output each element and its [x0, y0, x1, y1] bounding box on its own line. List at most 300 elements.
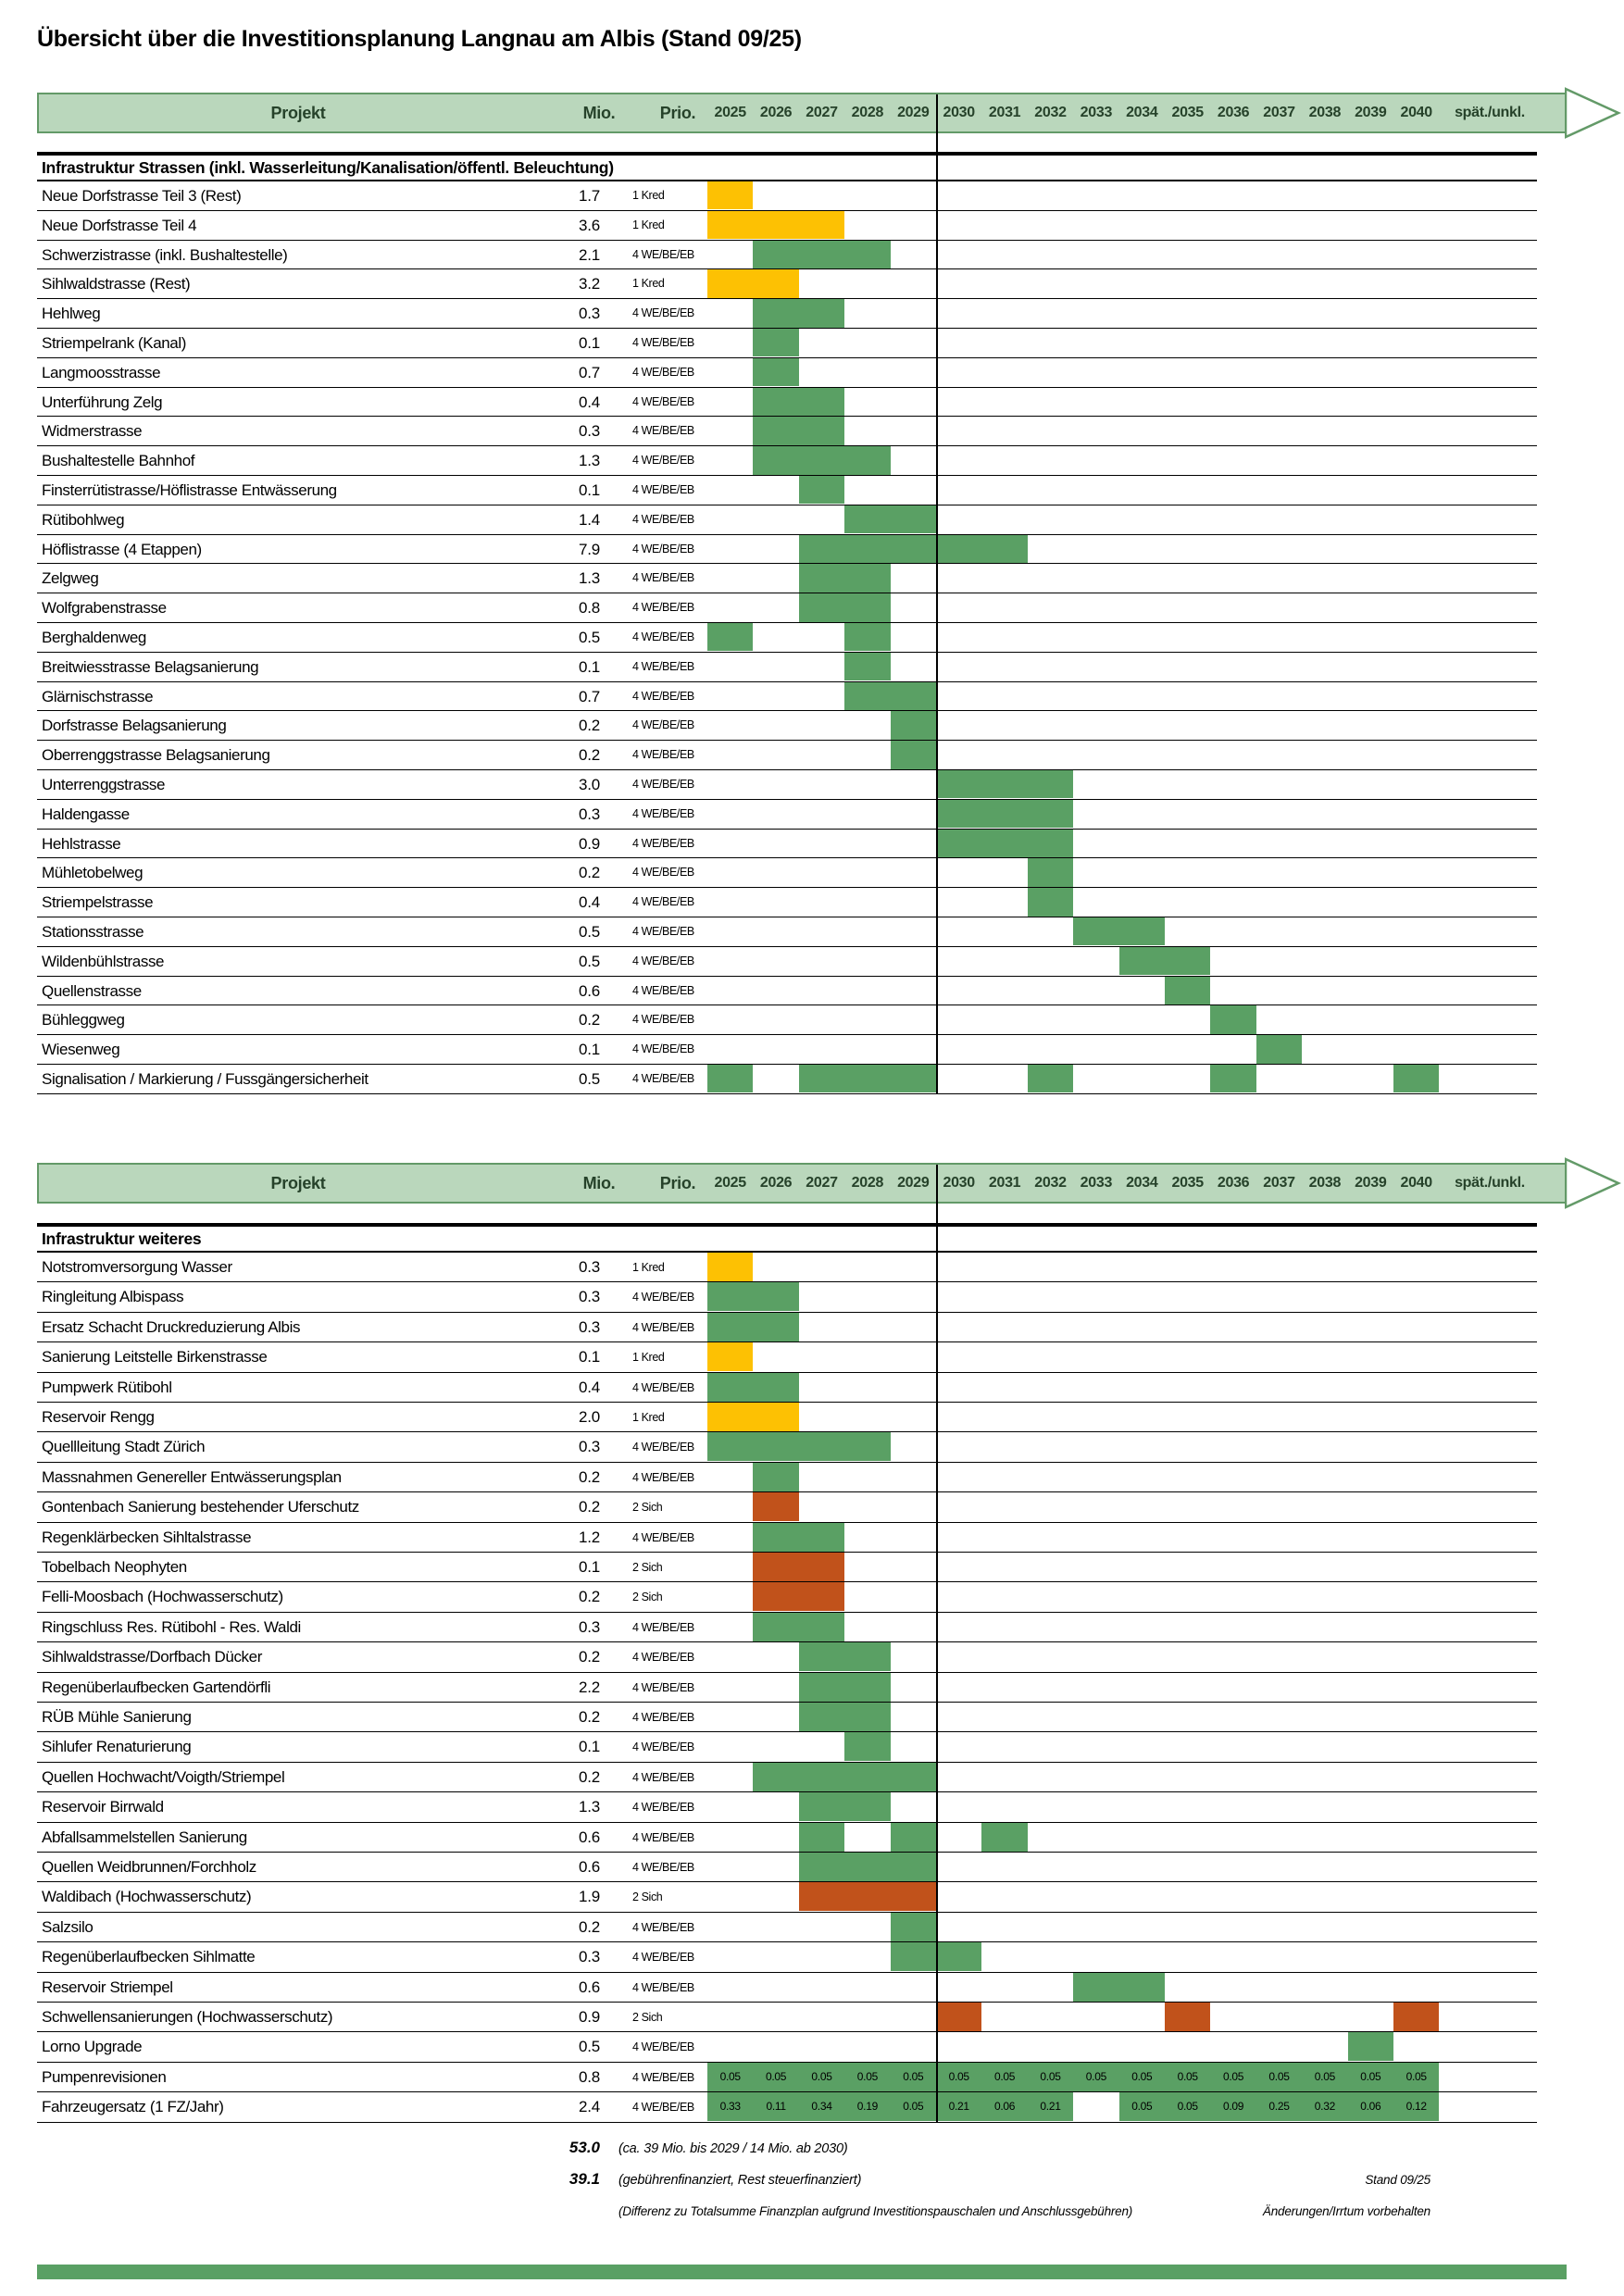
- mio-value: 0.2: [578, 1467, 600, 1486]
- mio-value: 0.2: [578, 1648, 600, 1666]
- disclaimer-label: Änderungen/Irrtum vorbehalten: [1262, 2204, 1430, 2218]
- gantt-bar: [936, 800, 1073, 828]
- mio-value: 0.7: [578, 687, 600, 705]
- gantt-bar: [753, 299, 844, 327]
- prio-value: 4 WE/BE/EB: [632, 806, 694, 820]
- mio-value: 0.1: [578, 1348, 600, 1366]
- project-label: Lorno Upgrade: [42, 2038, 143, 2056]
- gantt-bar: [707, 1373, 799, 1402]
- prio-value: 4 WE/BE/EB: [632, 601, 694, 615]
- gantt-bar: [891, 741, 936, 768]
- header-year-label: 2033: [1080, 1175, 1113, 1191]
- mio-value: 0.8: [578, 2067, 600, 2086]
- project-label: Sihlufer Renaturierung: [42, 1738, 192, 1756]
- project-label: Schwerzistrasse (inkl. Bushaltestelle): [42, 245, 288, 264]
- project-label: Breitwiesstrasse Belagsanierung: [42, 657, 259, 676]
- year-value: 0.21: [1040, 2100, 1061, 2114]
- prio-value: 1 Kred: [632, 218, 665, 231]
- table-row: [37, 564, 1537, 593]
- mio-value: 2.0: [578, 1408, 600, 1426]
- prio-value: 4 WE/BE/EB: [632, 1770, 694, 1784]
- mio-value: 0.1: [578, 1558, 600, 1576]
- table-row: [37, 1882, 1537, 1912]
- year-value: 0.05: [1131, 2069, 1153, 2083]
- header-year-label: 2040: [1400, 105, 1432, 120]
- year-value: 0.05: [766, 2069, 787, 2083]
- gantt-bar: [707, 269, 799, 297]
- prio-value: 2 Sich: [632, 1501, 663, 1515]
- project-label: Signalisation / Markierung / Fussgängersicherheit: [42, 1070, 369, 1088]
- mio-value: 3.6: [578, 216, 600, 234]
- gantt-bar: [1210, 1005, 1255, 1033]
- prio-value: 4 WE/BE/EB: [632, 895, 694, 909]
- mio-value: 0.3: [578, 422, 600, 441]
- prio-value: 4 WE/BE/EB: [632, 483, 694, 496]
- table-row: [37, 682, 1537, 712]
- gantt-bar: [799, 535, 1028, 563]
- prio-value: 4 WE/BE/EB: [632, 1680, 694, 1694]
- mio-value: 0.5: [578, 2038, 600, 2056]
- mio-value: 0.3: [578, 1288, 600, 1306]
- header-year-label: 2029: [897, 1175, 930, 1191]
- header-year-label: 2025: [714, 1175, 746, 1191]
- header-year-label: 2030: [943, 1175, 975, 1191]
- header-mio-label: Mio.: [582, 104, 616, 122]
- page-title: Übersicht über die Investitionsplanung Langnau am Albis (Stand 09/25): [37, 26, 802, 52]
- year-value: 0.05: [1360, 2069, 1381, 2083]
- gantt-bar: [799, 564, 891, 592]
- project-label: Ringschluss Res. Rütibohl - Res. Waldi: [42, 1617, 301, 1636]
- prio-value: 4 WE/BE/EB: [632, 866, 694, 880]
- mio-value: 0.5: [578, 923, 600, 941]
- table-row: [37, 1313, 1537, 1342]
- table-row: [37, 1913, 1537, 1942]
- mio-value: 0.1: [578, 334, 600, 352]
- gantt-bar: [844, 623, 890, 651]
- gantt-bar: [1393, 1065, 1439, 1092]
- table-row: [37, 181, 1537, 211]
- mio-value: 0.2: [578, 1708, 600, 1726]
- project-label: Ersatz Schacht Druckreduzierung Albis: [42, 1317, 301, 1336]
- project-label: Reservoir Striempel: [42, 1978, 173, 1996]
- header-project-label: Projekt: [270, 104, 326, 122]
- mio-value: 0.6: [578, 1828, 600, 1846]
- gantt-bar: [1348, 2032, 1393, 2061]
- project-label: Unterführung Zelg: [42, 393, 163, 411]
- section-title: Infrastruktur Strassen (inkl. Wasserleitung/Kanalisation/öffentl. Beleuchtung): [37, 152, 1537, 181]
- table-row: [37, 917, 1537, 947]
- mio-value: 7.9: [578, 540, 600, 558]
- project-label: Bushaltestelle Bahnhof: [42, 452, 195, 470]
- year-value: 0.05: [948, 2069, 969, 2083]
- gantt-bar: [753, 358, 798, 386]
- table-row: [37, 1035, 1537, 1065]
- table-row: [37, 1613, 1537, 1642]
- header-year-label: 2032: [1034, 105, 1067, 120]
- project-label: Widmerstrasse: [42, 422, 143, 441]
- project-label: Fahrzeugersatz (1 FZ/Jahr): [42, 2098, 224, 2116]
- header-mio-label: Mio.: [582, 1174, 616, 1192]
- table-row: [37, 269, 1537, 299]
- mio-value: 0.2: [578, 1498, 600, 1516]
- project-label: Striempelstrasse: [42, 893, 154, 912]
- table-row: [37, 2003, 1537, 2032]
- mio-value: 1.7: [578, 187, 600, 205]
- year-value: 0.21: [948, 2100, 969, 2114]
- table-row: [37, 1942, 1537, 1972]
- gantt-bar: [707, 1403, 799, 1431]
- header-year-label: 2036: [1217, 1175, 1250, 1191]
- header-year-label: 2027: [806, 1175, 838, 1191]
- gantt-bar: [1028, 858, 1073, 886]
- year-value: 0.25: [1268, 2100, 1290, 2114]
- table-row: [37, 1823, 1537, 1853]
- gantt-bar: [1028, 888, 1073, 916]
- prio-value: 4 WE/BE/EB: [632, 1530, 694, 1544]
- prio-value: 4 WE/BE/EB: [632, 954, 694, 967]
- table-row: [37, 329, 1537, 358]
- gantt-bar: [1028, 1065, 1073, 1092]
- mio-value: 0.2: [578, 746, 600, 765]
- project-label: Glärnischstrasse: [42, 687, 154, 705]
- gantt-bar: [844, 505, 936, 533]
- prio-value: 4 WE/BE/EB: [632, 1470, 694, 1484]
- prio-value: 1 Kred: [632, 189, 665, 202]
- mio-value: 0.3: [578, 1258, 600, 1276]
- mio-value: 2.2: [578, 1678, 600, 1696]
- year-value: 0.12: [1405, 2100, 1427, 2114]
- project-label: Wiesenweg: [42, 1041, 120, 1059]
- prio-value: 4 WE/BE/EB: [632, 1072, 694, 1085]
- mio-value: 0.2: [578, 1917, 600, 1936]
- mio-value: 0.5: [578, 1070, 600, 1088]
- mio-value: 0.1: [578, 1041, 600, 1059]
- table-row: [37, 1792, 1537, 1822]
- prio-value: 4 WE/BE/EB: [632, 1830, 694, 1844]
- year-value: 0.11: [766, 2100, 786, 2114]
- mio-value: 0.3: [578, 305, 600, 323]
- gantt-bar: [753, 1523, 844, 1552]
- project-label: Quellleitung Stadt Zürich: [42, 1438, 206, 1456]
- prio-value: 4 WE/BE/EB: [632, 1951, 694, 1965]
- gantt-bar: [753, 241, 890, 268]
- table-row: [37, 653, 1537, 682]
- fee-financed-note: (gebührenfinanziert, Rest steuerfinanziert): [618, 2173, 862, 2188]
- gantt-bar: [707, 1313, 799, 1341]
- prio-value: 4 WE/BE/EB: [632, 2040, 694, 2054]
- prio-value: 4 WE/BE/EB: [632, 1711, 694, 1724]
- prio-value: 4 WE/BE/EB: [632, 247, 694, 261]
- project-label: Pumpwerk Rütibohl: [42, 1378, 172, 1396]
- year-value: 0.05: [719, 2069, 741, 2083]
- project-label: Zelgweg: [42, 569, 99, 588]
- gantt-bar: [936, 830, 1073, 857]
- table-row: [37, 476, 1537, 505]
- prio-value: 4 WE/BE/EB: [632, 454, 694, 468]
- footer-green-bar: [37, 2265, 1567, 2279]
- gantt-bar: [799, 1673, 891, 1702]
- prio-value: 4 WE/BE/EB: [632, 571, 694, 585]
- table-row: [37, 1703, 1537, 1732]
- year-value: 0.19: [856, 2100, 878, 2114]
- project-label: Ringleitung Albispass: [42, 1288, 184, 1306]
- prio-value: 2 Sich: [632, 1591, 663, 1604]
- gantt-bar: [799, 1065, 936, 1092]
- gantt-bar: [1073, 1973, 1165, 2002]
- prio-value: 4 WE/BE/EB: [632, 925, 694, 938]
- table-row: [37, 888, 1537, 917]
- project-label: Neue Dorfstrasse Teil 3 (Rest): [42, 187, 242, 205]
- prio-value: 2 Sich: [632, 1561, 663, 1574]
- table-row: [37, 505, 1537, 535]
- gantt-bar: [753, 1463, 798, 1491]
- prio-value: 4 WE/BE/EB: [632, 983, 694, 997]
- gantt-bar: [753, 329, 798, 356]
- project-label: Sihlwaldstrasse (Rest): [42, 275, 191, 293]
- table-row: [37, 947, 1537, 977]
- gantt-bar: [1165, 977, 1210, 1004]
- mio-value: 0.4: [578, 393, 600, 411]
- table-row: [37, 800, 1537, 830]
- table-row: [37, 1732, 1537, 1762]
- project-label: Sihlwaldstrasse/Dorfbach Dücker: [42, 1648, 262, 1666]
- mio-value: 0.4: [578, 1378, 600, 1396]
- prio-value: 4 WE/BE/EB: [632, 748, 694, 762]
- section-rows: [37, 181, 1537, 1094]
- header-year-label: 2037: [1263, 105, 1295, 120]
- project-label: Langmoosstrasse: [42, 363, 161, 381]
- header-year-label: 2039: [1355, 105, 1387, 120]
- header-late-label: spät./unkl.: [1455, 105, 1525, 120]
- gantt-bar: [707, 1065, 753, 1092]
- table-row: [37, 623, 1537, 653]
- gantt-bar: [707, 211, 844, 239]
- prio-value: 1 Kred: [632, 277, 665, 291]
- header-year-label: 2027: [806, 105, 838, 120]
- mio-value: 0.2: [578, 1011, 600, 1029]
- mio-value: 0.7: [578, 363, 600, 381]
- table-row: [37, 417, 1537, 446]
- table-row: [37, 1673, 1537, 1703]
- gantt-bar: [753, 1582, 844, 1611]
- mio-value: 0.2: [578, 1588, 600, 1606]
- prio-value: 2 Sich: [632, 2011, 663, 2024]
- prio-value: 4 WE/BE/EB: [632, 1013, 694, 1027]
- mio-value: 1.3: [578, 452, 600, 470]
- mio-value: 0.3: [578, 1438, 600, 1456]
- gantt-bar: [799, 1792, 891, 1821]
- prio-value: 1 Kred: [632, 1411, 665, 1424]
- year-value: 0.05: [903, 2100, 924, 2114]
- project-label: Regenüberlaufbecken Sihlmatte: [42, 1948, 256, 1966]
- gantt-bar: [1165, 2003, 1210, 2031]
- header-year-label: 2039: [1355, 1175, 1387, 1191]
- table-row: [37, 446, 1537, 476]
- project-label: Wildenbühlstrasse: [42, 952, 165, 970]
- table-row: [37, 1642, 1537, 1672]
- timeline-header-band: [37, 1163, 1567, 1204]
- gantt-bar: [844, 653, 890, 680]
- prio-value: 4 WE/BE/EB: [632, 306, 694, 320]
- prio-value: 4 WE/BE/EB: [632, 689, 694, 703]
- table-row: [37, 2032, 1537, 2062]
- project-label: Regenklärbecken Sihltalstrasse: [42, 1528, 252, 1546]
- mio-value: 0.9: [578, 2008, 600, 2026]
- section-title: Infrastruktur weiteres: [37, 1223, 1537, 1253]
- mio-value: 1.2: [578, 1528, 600, 1546]
- table-row: [37, 299, 1537, 329]
- header-prio-label: Prio.: [659, 1174, 696, 1192]
- project-label: Schwellensanierungen (Hochwasserschutz): [42, 2008, 333, 2026]
- mio-value: 0.8: [578, 599, 600, 618]
- header-year-label: 2029: [897, 105, 930, 120]
- prio-value: 4 WE/BE/EB: [632, 1980, 694, 1994]
- prio-value: 4 WE/BE/EB: [632, 1042, 694, 1056]
- project-label: Rütibohlweg: [42, 510, 125, 529]
- gantt-bar: [707, 623, 753, 651]
- gantt-bar: [844, 682, 936, 710]
- table-row: [37, 1553, 1537, 1582]
- total-sum-value: 53.0: [568, 2139, 600, 2156]
- mio-value: 2.4: [578, 2098, 600, 2116]
- header-year-label: 2031: [988, 105, 1021, 120]
- header-prio-label: Prio.: [659, 104, 696, 122]
- header-year-label: 2038: [1308, 1175, 1342, 1191]
- section-rows: [37, 1253, 1537, 2123]
- gantt-bar: [707, 1282, 799, 1311]
- header-year-label: 2035: [1171, 105, 1204, 120]
- table-row: [37, 1582, 1537, 1612]
- project-label: Abfallsammelstellen Sanierung: [42, 1828, 247, 1846]
- mio-value: 0.1: [578, 1738, 600, 1756]
- gantt-bar: [753, 1763, 936, 1791]
- project-label: Notstromversorgung Wasser: [42, 1258, 232, 1276]
- mio-value: 0.2: [578, 864, 600, 882]
- stand-label: Stand 09/25: [1365, 2173, 1430, 2187]
- project-label: Hehlweg: [42, 305, 101, 323]
- prio-value: 4 WE/BE/EB: [632, 365, 694, 379]
- table-row: [37, 1523, 1537, 1553]
- gantt-bar: [707, 1342, 753, 1371]
- gantt-bar: [753, 446, 890, 474]
- gantt-bar: [981, 1823, 1027, 1852]
- prio-value: 1 Kred: [632, 1351, 665, 1365]
- prio-value: 4 WE/BE/EB: [632, 2101, 694, 2115]
- header-arrow-icon: [1565, 1155, 1622, 1211]
- table-row: [37, 1253, 1537, 1282]
- header-year-label: 2037: [1263, 1175, 1295, 1191]
- prio-value: 1 Kred: [632, 1261, 665, 1274]
- mio-value: 0.1: [578, 481, 600, 499]
- year-value: 0.05: [1131, 2100, 1153, 2114]
- header-year-label: 2034: [1126, 105, 1158, 120]
- project-label: Quellen Weidbrunnen/Forchholz: [42, 1858, 256, 1876]
- project-label: Reservoir Rengg: [42, 1408, 155, 1426]
- gantt-bar: [753, 1553, 844, 1581]
- prio-value: 4 WE/BE/EB: [632, 1651, 694, 1665]
- header-project-label: Projekt: [270, 1174, 326, 1192]
- table-row: [37, 858, 1537, 888]
- project-label: Pumpenrevisionen: [42, 2067, 167, 2086]
- project-label: Tobelbach Neophyten: [42, 1558, 187, 1576]
- year-value: 0.05: [811, 2069, 832, 2083]
- table-row: [37, 2063, 1537, 2092]
- year-value: 0.05: [994, 2069, 1016, 2083]
- prio-value: 4 WE/BE/EB: [632, 542, 694, 555]
- mio-value: 1.4: [578, 510, 600, 529]
- year-value: 0.05: [1268, 2069, 1290, 2083]
- table-row: [37, 535, 1537, 565]
- table-row: [37, 211, 1537, 241]
- table-row: [37, 358, 1537, 388]
- gantt-bar: [1256, 1035, 1302, 1063]
- header-year-label: 2035: [1171, 1175, 1204, 1191]
- gantt-bar: [1073, 917, 1165, 945]
- project-label: Unterrenggstrasse: [42, 776, 166, 793]
- prio-value: 4 WE/BE/EB: [632, 718, 694, 732]
- table-row: [37, 1492, 1537, 1522]
- prio-value: 4 WE/BE/EB: [632, 1741, 694, 1754]
- prio-value: 4 WE/BE/EB: [632, 1291, 694, 1304]
- year-value: 0.34: [811, 2100, 832, 2114]
- table-row: [37, 770, 1537, 800]
- table-row: [37, 977, 1537, 1006]
- gantt-bar: [1210, 1065, 1255, 1092]
- prio-value: 4 WE/BE/EB: [632, 836, 694, 850]
- header-year-label: 2030: [943, 105, 975, 120]
- gantt-bar: [891, 711, 936, 739]
- year-value: 0.05: [1085, 2069, 1106, 2083]
- mio-value: 0.3: [578, 1617, 600, 1636]
- prio-value: 4 WE/BE/EB: [632, 512, 694, 526]
- table-row: [37, 1005, 1537, 1035]
- year-value: 0.06: [1360, 2100, 1381, 2114]
- mio-value: 0.5: [578, 629, 600, 646]
- prio-value: 4 WE/BE/EB: [632, 1801, 694, 1815]
- mio-value: 0.6: [578, 1858, 600, 1876]
- prio-value: 4 WE/BE/EB: [632, 1380, 694, 1394]
- header-year-label: 2036: [1217, 105, 1250, 120]
- project-label: Massnahmen Genereller Entwässerungsplan: [42, 1467, 342, 1486]
- header-year-label: 2026: [759, 1175, 793, 1191]
- year-value: 0.05: [1040, 2069, 1061, 2083]
- table-row: [37, 1763, 1537, 1792]
- project-label: Oberrenggstrasse Belagsanierung: [42, 746, 270, 765]
- project-label: Dorfstrasse Belagsanierung: [42, 717, 227, 735]
- table-row: [37, 1373, 1537, 1403]
- project-label: Bühleggweg: [42, 1011, 125, 1029]
- prio-value: 4 WE/BE/EB: [632, 659, 694, 673]
- project-label: Quellenstrasse: [42, 981, 142, 1000]
- prio-value: 4 WE/BE/EB: [632, 424, 694, 438]
- mio-value: 0.3: [578, 1317, 600, 1336]
- header-year-label: 2026: [759, 105, 793, 120]
- project-label: RÜB Mühle Sanierung: [42, 1708, 192, 1726]
- prio-value: 4 WE/BE/EB: [632, 1920, 694, 1934]
- year-value: 0.33: [719, 2100, 741, 2114]
- gantt-bar: [753, 1492, 798, 1521]
- project-label: Felli-Moosbach (Hochwasserschutz): [42, 1588, 283, 1606]
- prio-value: 4 WE/BE/EB: [632, 1861, 694, 1874]
- header-year-label: 2028: [851, 105, 884, 120]
- table-row: [37, 1432, 1537, 1462]
- table-row: [37, 593, 1537, 623]
- prio-value: 4 WE/BE/EB: [632, 1320, 694, 1334]
- year-value: 0.05: [1405, 2069, 1427, 2083]
- project-label: Höflistrasse (4 Etappen): [42, 540, 202, 558]
- year-value: 0.05: [1223, 2069, 1244, 2083]
- table-row: [37, 1463, 1537, 1492]
